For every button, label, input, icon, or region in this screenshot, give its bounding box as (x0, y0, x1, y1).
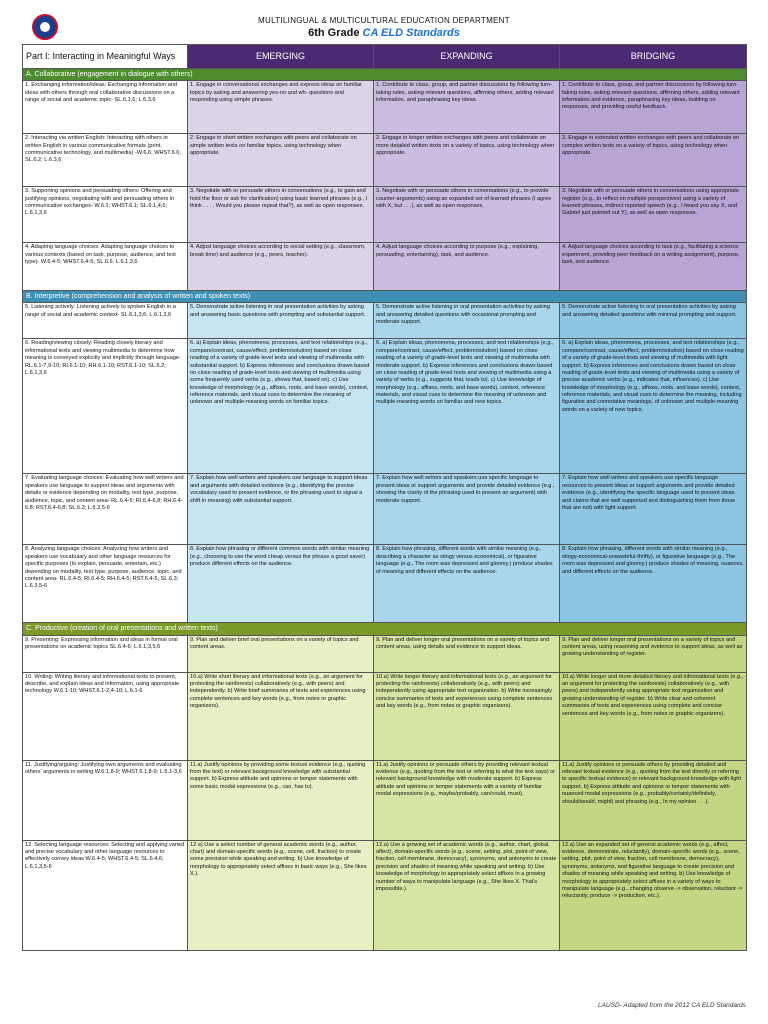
bridging-cell: 11.a) Justify opinions or persuade others by providing detailed and relevant textual evidence (e.g., quoting from the text directly or referring to specific textual evidence) or relevant background knowledge with light support. b) Express attitude and opinions or temper statements with nuanced modal expressions (e.g., probably/certainly/definitely, should/would, might) and phrasing (e.g., In my opinion . . .). (560, 760, 747, 840)
emerging-cell: 3. Negotiate with or persuade others in conversations (e.g., to gain and hold the floor or ask for clarification) using basic learned phrases (e.g., I think . . . , Would you please repeat that?), as well as open responses. (188, 187, 374, 243)
emerging-cell: 4. Adjust language choices according to social setting (e.g., classroom, break time) and audience (e.g., peers, teacher). (188, 243, 374, 291)
bridging-cell: 3. Negotiate with or persuade others in conversations using appropriate register (e.g., to reflect on multiple perspectives) using a variety of learned phrases, indirect reported speech (e.g., I heard you say X, and Gabriel just pointed out Y), as well as open responses. (560, 187, 747, 243)
standard-cell: 3. Supporting opinions and persuading others: Offering and justifying opinions, negotiating with and persuading others in communicative exchanges- W.6.1; WHST.6.1; SL.6.1,4,6; L.6.1,3,6 (23, 187, 188, 243)
eld-standards-table (22, 44, 747, 951)
standards-label: CA ELD Standards (362, 27, 460, 39)
standard-cell: 7. Evaluating language choices: Evaluating how well writers and speakers use language to support ideas and arguments with details or evidence depending on modality, text type, purpose, audience, topic, and content area- RL.6.4-5; RI.6.4-6,8; RH.6.4-6,8; RST.6.4-6,8; SL.6.3; L.6.3,5-6 (23, 474, 188, 545)
expanding-cell: 8. Explain how phrasing, different words with similar meaning (e.g., describing a character as stingy versus economical), or figurative language (e.g., The room was depressed and gloomy.) produce shades of meaning and different effects on the audience. (374, 545, 560, 623)
col-bridging: BRIDGING (560, 45, 747, 69)
department-title: MULTILINGUAL & MULTICULTURAL EDUCATION DEPARTMENT (258, 16, 510, 25)
emerging-cell: 2. Engage in short written exchanges with peers and collaborate on simple written texts on familiar topics, using technology when appropriate. (188, 134, 374, 187)
emerging-cell: 11.a) Justify opinions by providing some textual evidence (e.g., quoting from the text) or relevant background knowledge with substantial support. b) Express attitude and opinions or temper statements with some basic modal expressions (e.g., can, has to). (188, 760, 374, 840)
emerging-cell: 6. a) Explain ideas, phenomena, processes, and text relationships (e.g., compare/contrast, cause/effect, problem/solution) based on close reading of a variety of grade-level texts and viewing of multimedia with substantial support. b) Express inferences and conclusions drawn based on close reading of grade-level texts and viewing of multimedia using some frequently used verbs (e.g., shows that, based on). c) Use knowledge of morphology (e.g., affixes, roots, and base words), context, reference materials, and visual cues to determine the meaning of unknown and multiple-meaning words on familiar topics. (188, 339, 374, 474)
standard-cell: 2. Interacting via written English: Interacting with others in written English in various communicative formats (print, communicative technology, and multimedia) -W.6.6; WHST.6.6; SL.6.2; L.6.3,6 (23, 134, 188, 187)
section-c-header: C. Productive (creation of oral presentations and written texts) (23, 623, 747, 635)
expanding-cell: 1. Contribute to class, group, and partner discussions by following turn-taking rules, asking relevant questions, affirming others, adding relevant information, and paraphrasing key ideas. (374, 81, 560, 134)
standard-cell: 4. Adapting language choices: Adapting language choices to various contexts (based on task, purpose, audience, and text type)- W.6.4-5; WHST.6.4-5; SL.6.6; L.6.1,3,6 (23, 243, 188, 291)
emerging-cell: 9. Plan and deliver brief oral presentations on a variety of topics and content areas. (188, 635, 374, 672)
col-emerging: EMERGING (188, 45, 374, 69)
bridging-cell: 5. Demonstrate active listening in oral presentation activities by asking and answering detailed questions with minimal prompting and support. (560, 303, 747, 339)
section-a-header: A. Collaborative (engagement in dialogue with others) (23, 69, 747, 81)
standard-cell: 1. Exchanging information/ideas: Exchanging information and ideas with others through oral collaborative discussions on a range of social and academic topic- SL.6.1,6; L.6.3,6 (23, 81, 188, 134)
emerging-cell: 8. Explain how phrasing or different common words with similar meaning (e.g., choosing to use the word cheap versus the phrase a good saver) produce different effects on the audience. (188, 545, 374, 623)
standard-cell: 11. Justifying/arguing: Justifying own arguments and evaluating others' arguments in writing W.6.1,8-9; WHST.6.1,8-9; L.6.1-3,6 (23, 760, 188, 840)
standard-cell: 8. Analyzing language choices: Analyzing how writers and speakers use vocabulary and other language resources for specific purposes (to explain, persuade, entertain, etc.) depending on modality, text type, purpose, audience, topic, and content area- RL.6.4-5; RI.6.4-5; RH.6.4-5; RST.6.4-5; SL.6.3; L.6.3,5-6 (23, 545, 188, 623)
grade-label: 6th Grade (308, 27, 360, 39)
footer-credit: LAUSD- Adapted from the 2012 CA ELD Standards (597, 1002, 746, 1009)
expanding-cell: 4. Adjust language choices according to purpose (e.g., explaining, persuading, entertaining), task, and audience. (374, 243, 560, 291)
emerging-cell: 10.a) Write short literary and informational texts (e.g., an argument for protecting the rainforests) collaboratively (e.g., with peers) and independently. b) Write brief summaries of texts and experiences using complete sentences and key words (e.g., from notes or graphic organizers). (188, 672, 374, 760)
expanding-cell: 12.a) Use a growing set of academic words (e.g., author, chart, global, affect), domain-specific words (e.g., scene, setting, plot, point of view, fraction, cell membrane, democracy), synonyms, and antonyms to create precision and shades of meaning while speaking and writing. b) Use knowledge of morphology to appropriately select affixes in a growing number of ways to manipulate language (e.g., She likes X. That's impossible.). (374, 840, 560, 950)
expanding-cell: 11.a) Justify opinions or persuade others by providing relevant textual evidence (e.g., quoting from the text or referring to what the text says) or relevant background knowledge with moderate support. b) Express attitude and opinions or temper statements with a variety of familiar modal expressions (e.g., maybe/probably, can/could, must). (374, 760, 560, 840)
emerging-cell: 1. Engage in conversational exchanges and express ideas on familiar topics by asking and answering yes-no and wh- questions and responding using simple phrases. (188, 81, 374, 134)
expanding-cell: 10.a) Write longer literary and informational texts (e.g., an argument for protecting the rainforests) collaboratively (e.g., with peers) and independently using appropriate text organization. b) Write increasingly concise summaries of texts and experiences using complete sentences and key words (e.g., from notes or graphic organizers). (374, 672, 560, 760)
bridging-cell: 12.a) Use an expanded set of general academic words (e.g., affect, evidence, demonstrate, reluctantly), domain-specific words (e.g., scene, setting, plot, point of view, fraction, cell membrane, democracy), synonyms, antonyms, and figurative language to create precision and shades of meaning while speaking and writing. b) Use knowledge of morphology to appropriately select affixes in a variety of ways to manipulate language (e.g., changing observe -> observation, reluctant -> reluctantly, produce -> production, etc.). (560, 840, 747, 950)
bridging-cell: 7. Explain how well writers and speakers use specific language resources to present ideas or support arguments and provide detailed evidence (e.g., identifying the specific language used to present ideas and claims that are well supported and distinguishing them from those that are not) with light support. (560, 474, 747, 545)
emerging-cell: 5. Demonstrate active listening in oral presentation activities by asking and answering basic questions with prompting and substantial support. (188, 303, 374, 339)
standard-cell: 6. Reading/viewing closely: Reading closely literary and informational texts and viewing multimedia to determine how meaning is conveyed explicitly and implicitly through language- RL.6.1-7,9-10; RI.6.1-10; RH.6.1-10; RST.6.1-10; SL.6.2; L.6.1,3,6 (23, 339, 188, 474)
col-expanding: EXPANDING (374, 45, 560, 69)
expanding-cell: 6. a) Explain ideas, phenomena, processes, and text relationships (e.g., compare/contrast, cause/effect, problem/solution) based on close reading of a variety of grade-level texts and viewing of multimedia with moderate support. b) Express inferences and conclusions drawn based on close reading of grade-level texts and viewing of multimedia using a variety of verbs (e.g., suggests that, leads to). c) Use knowledge of morphology (e.g., affixes, roots, and base words), context, reference materials, and visual cues to determine the meaning of unknown and multiple-meaning words on familiar and new topics. (374, 339, 560, 474)
emerging-cell: 7. Explain how well writers and speakers use language to support ideas and arguments with detailed evidence (e.g., identifying the precise vocabulary used to present evidence, or the phrasing used to signal a shift in meaning) with substantial support. (188, 474, 374, 545)
bridging-cell: 1. Contribute to class, group, and partner discussions by following turn-taking rules, asking relevant questions, affirming others, adding relevant information and evidence, paraphrasing key ideas, building on responses, and providing useful feedback. (560, 81, 747, 134)
standard-cell: 12. Selecting language resources: Selecting and applying varied and precise vocabulary and other language resources to effectively convey ideas W.6.4-5; WHST.6.4-5; SL.6.4,6; L.6.1,3,5-6 (23, 840, 188, 950)
page-header (0, 0, 768, 44)
bridging-cell: 9. Plan and deliver longer oral presentations on a variety of topics and content areas, using reasoning and evidence to support ideas, as well as growing understanding of register. (560, 635, 747, 672)
page-title (0, 27, 768, 39)
expanding-cell: 5. Demonstrate active listening in oral presentation activities by asking and answering detailed questions with occasional prompting and moderate support. (374, 303, 560, 339)
bridging-cell: 10.a) Write longer and more detailed literary and informational texts (e.g., an argument for protecting the rainforests) collaboratively (e.g., with peers) and independently using appropriate text organization and growing understanding of register. b) Write clear and coherent summaries of texts and experiences using complete and concise sentences and key words (e.g., from notes or graphic organizers). (560, 672, 747, 760)
section-b-header: B. Interpretive (comprehension and analysis of written and spoken texts) (23, 291, 747, 303)
part-heading: Part I: Interacting in Meaningful Ways (23, 45, 188, 69)
expanding-cell: 7. Explain how well writers and speakers use specific language to present ideas or support arguments and provide detailed evidence (e.g., showing the clarity of the phrasing used to present an argument) with moderate support. (374, 474, 560, 545)
bridging-cell: 4. Adjust language choices according to task (e.g., facilitating a science experiment, providing peer feedback on a writing assignment), purpose, task, and audience. (560, 243, 747, 291)
bridging-cell: 8. Explain how phrasing, different words with similar meaning (e.g., stingy-economical-unwasteful-thrifty), or figurative language (e.g., The room was depressed and gloomy.) produce shades of meaning, nuances, and different effects on the audience. (560, 545, 747, 623)
expanding-cell: 2. Engage in longer written exchanges with peers and collaborate on more detailed written texts on a variety of topics, using technology when appropriate. (374, 134, 560, 187)
bridging-cell: 2. Engage in extended written exchanges with peers and collaborate on complex written texts on a variety of topics, using technology when appropriate. (560, 134, 747, 187)
expanding-cell: 3. Negotiate with or persuade others in conversations (e.g., to provide counter-arguments) using an expanded set of learned phrases (I agree with X, but . . .), as well as open responses. (374, 187, 560, 243)
expanding-cell: 9. Plan and deliver longer oral presentations on a variety of topics and content areas, using details and evidence to support ideas. (374, 635, 560, 672)
standard-cell: 5. Listening actively: Listening actively to spoken English in a range of social and academic context- SL.6.1,3,6; L.6.1,3,6 (23, 303, 188, 339)
standard-cell: 10. Writing: Writing literary and informational texts to present, describe, and explain ideas and information, using appropriate technology W.6.1-10; WHST.6.1-2,4-10; L.6.1-6 (23, 672, 188, 760)
emerging-cell: 12.a) Use a select number of general academic words (e.g., author, chart) and domain-specific words (e.g., scene, cell, fraction) to create some precision while speaking and writing. b) Use knowledge of morphology to appropriately select affixes in basic ways (e.g., She likes X.). (188, 840, 374, 950)
bridging-cell: 6. a) Explain ideas, phenomena, processes, and text relationships (e.g., compare/contrast, cause/effect, problem/solution) based on close reading of a variety of grade-level texts and viewing of multimedia with light support. b) Express inferences and conclusions drawn based on close reading of grade-level texts and viewing of multimedia using a variety of precise academic verbs (e.g., indicates that, influences). c) Use knowledge of morphology (e.g., affixes, roots, and base words), context, reference materials, and visual cues to determine the meaning, including figurative and connotative meanings, of unknown and multiple-meaning words on a variety of new topics. (560, 339, 747, 474)
standard-cell: 9. Presenting: Expressing information and ideas in formal oral presentations on academic topics SL.6.4-6; L.6.1,3,5,6 (23, 635, 188, 672)
